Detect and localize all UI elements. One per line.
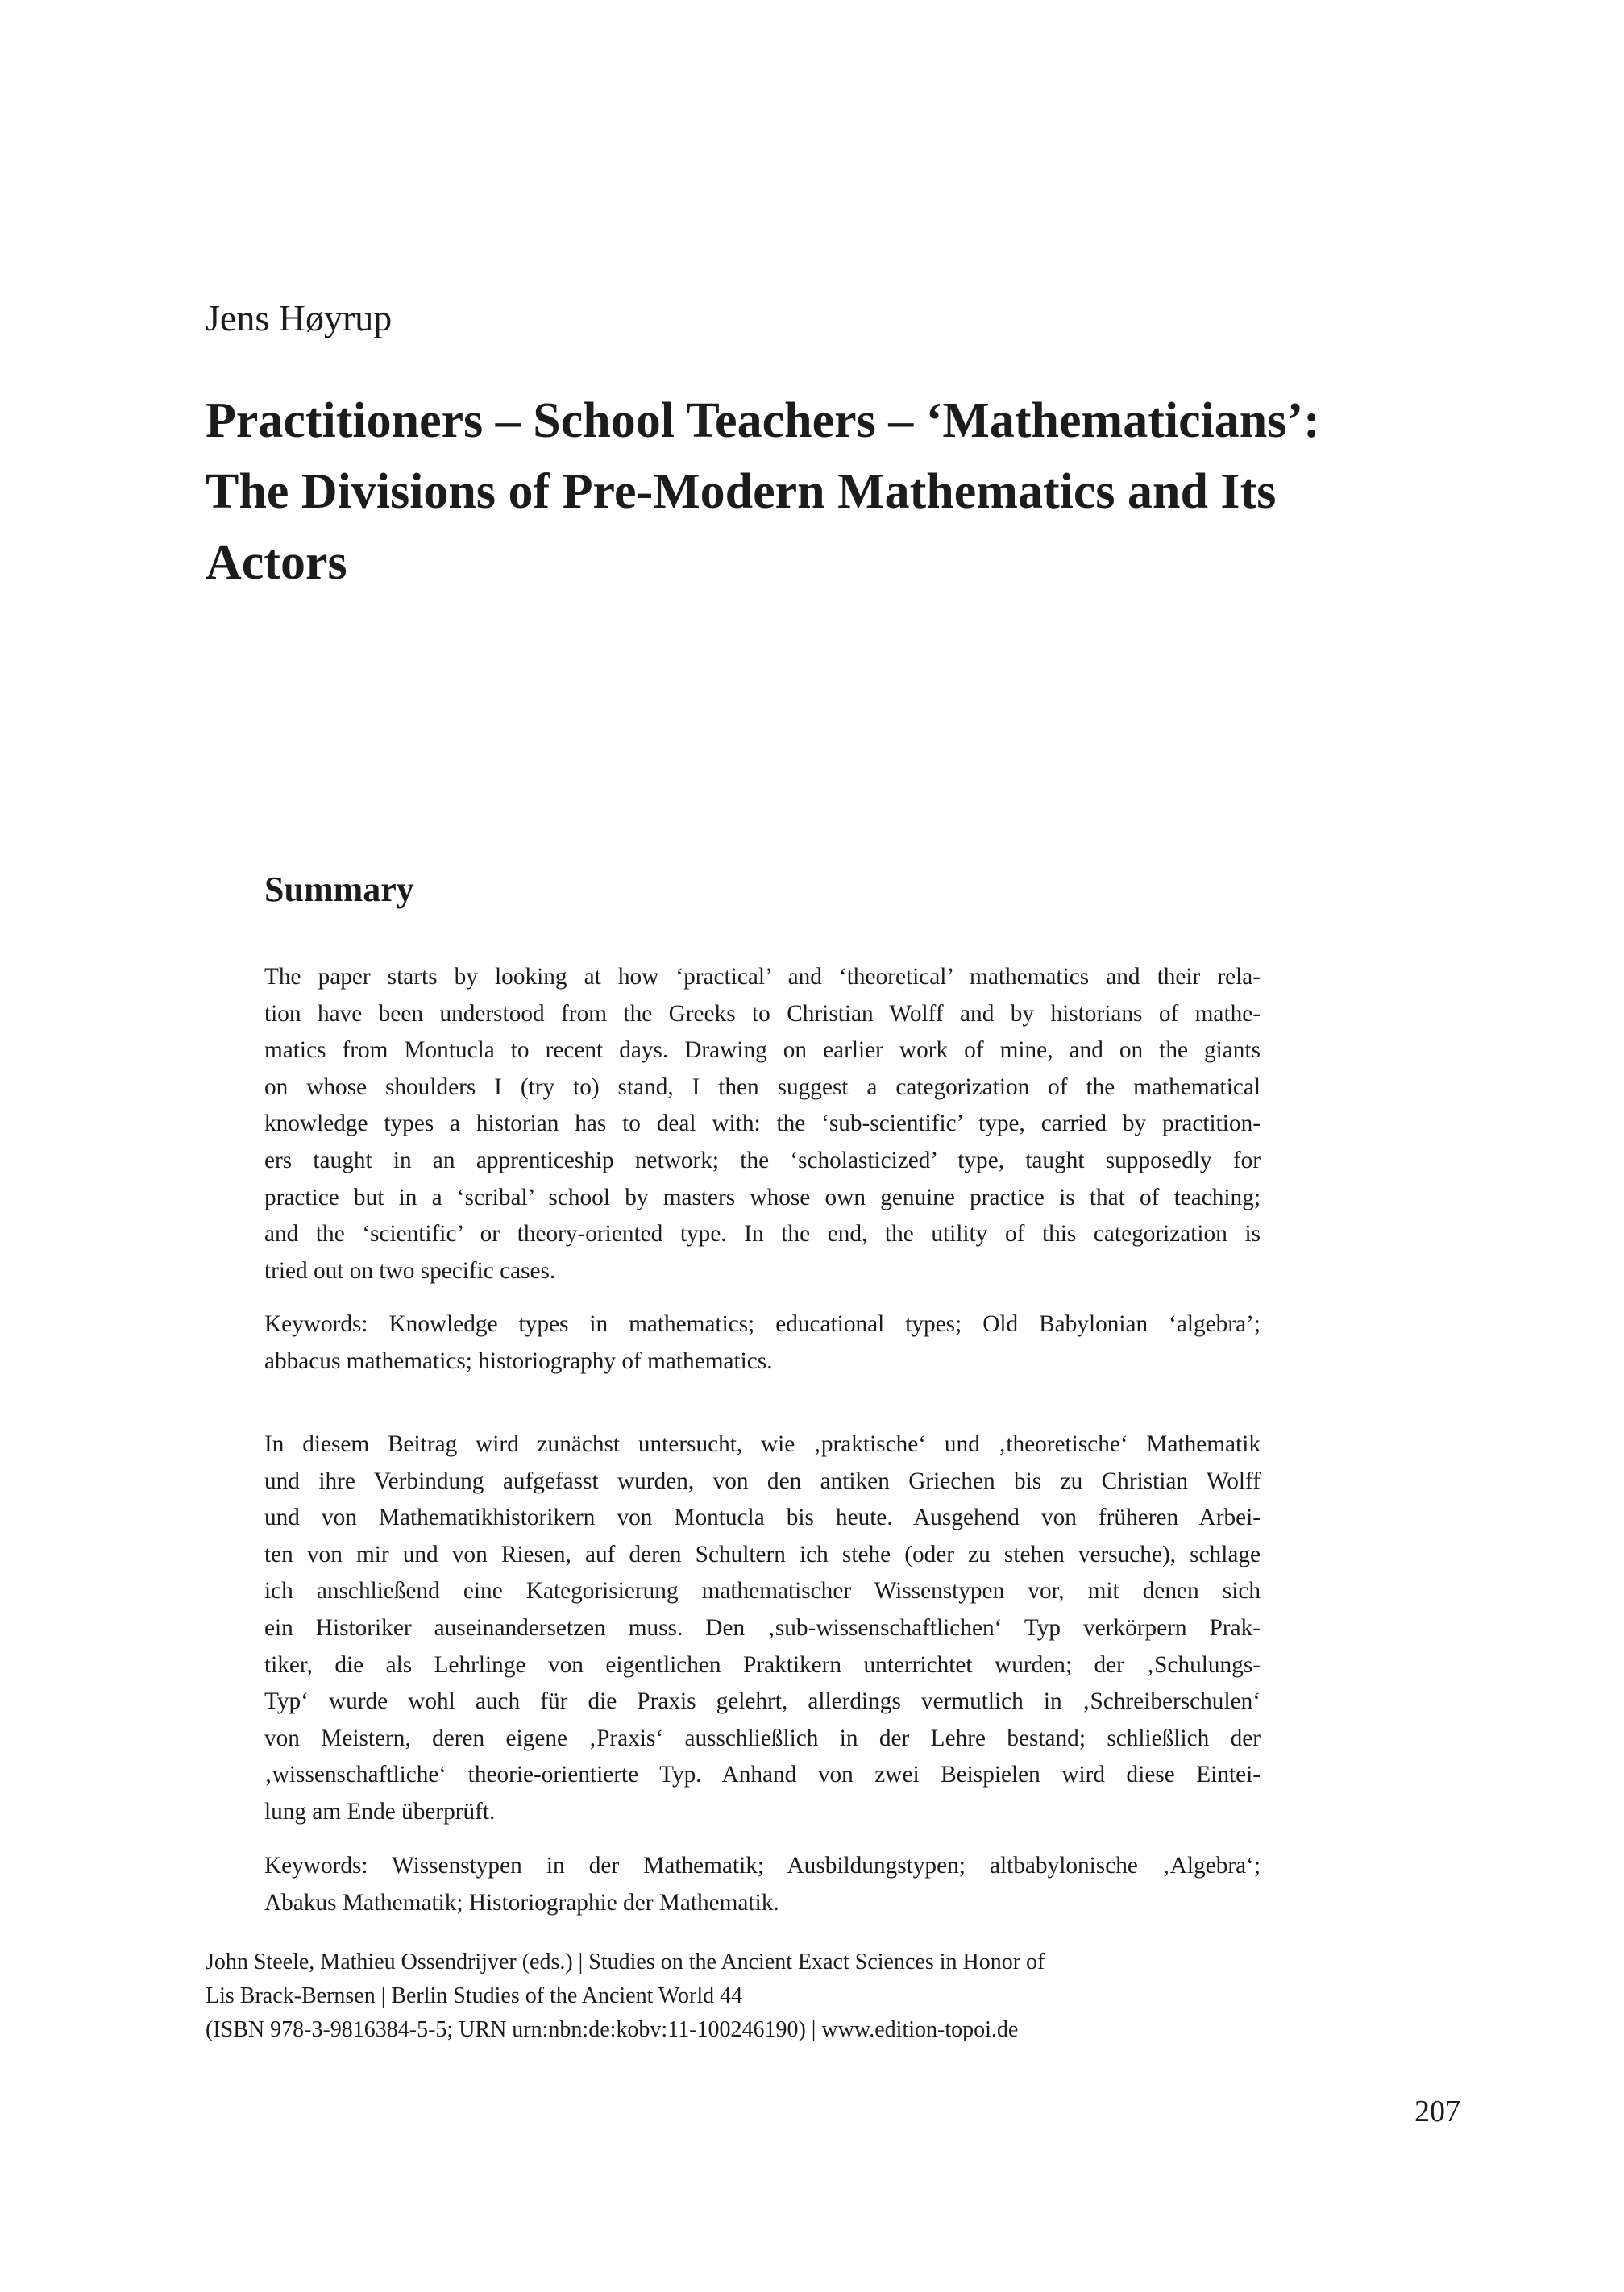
keywords-english (264, 1306, 1261, 1380)
text-line: ers taught in an apprenticeship network; the ‘scholasticized’ type, taught supposedly for (264, 1147, 1261, 1173)
summary-english (264, 959, 1261, 1289)
text-line: The paper starts by looking at how ‘practical’ and ‘theoretical’ mathematics and their rela- (264, 964, 1261, 990)
text-line: und von Mathematikhistorikern von Montucla bis heute. Ausgehend von früheren Arbei- (264, 1505, 1261, 1531)
title-line: The Divisions of Pre-Modern Mathematics and Its (206, 464, 1277, 519)
text-line: und ihre Verbindung aufgefasst wurden, von den antiken Griechen bis zu Christian Wolff (264, 1468, 1261, 1494)
text-line: matics from Montucla to recent days. Drawing on earlier work of mine, and on the giants (264, 1037, 1261, 1064)
text-line: abbacus mathematics; historiography of mathematics. (264, 1347, 773, 1374)
text-line: ich anschließend eine Kategorisierung mathematischer Wissenstypen vor, mit denen sich (264, 1578, 1261, 1605)
text-line: tion have been understood from the Greeks to Christian Wolff and by historians of mathe- (264, 1000, 1261, 1027)
author-name: Jens Høyrup (206, 297, 393, 338)
text-line: and the ‘scientific’ or theory-oriented type. In the end, the utility of this categorization is (264, 1221, 1261, 1248)
text-line: Abakus Mathematik; Historiographie der Mathematik. (264, 1889, 779, 1916)
footnote-line: John Steele, Mathieu Ossendrijver (eds.) | Studies on the Ancient Exact Sciences in Honor of (206, 1949, 1045, 1974)
paper-title (206, 385, 1350, 598)
page-number: 207 (1414, 2095, 1460, 2128)
text-line: tried out on two specific cases. (264, 1257, 556, 1284)
text-line: knowledge types a historian has to deal with: the ‘sub-scientific’ type, carried by practition- (264, 1111, 1261, 1137)
title-line: Actors (206, 535, 347, 590)
text-line: Keywords: Knowledge types in mathematics; educational types; Old Babylonian ‘algebra’; (264, 1311, 1261, 1337)
text-line: Keywords: Wissenstypen in der Mathematik; Ausbildungstypen; altbabylonische ‚Algebra‘; (264, 1853, 1261, 1879)
text-line: Typ‘ wurde wohl auch für die Praxis gelehrt, allerdings vermutlich in ‚Schreiberschulen‘ (264, 1688, 1261, 1715)
footnote-line: (ISBN 978-3-9816384-5-5; URN urn:nbn:de:kobv:11-100246190) | www.edition-topoi.de (206, 2017, 1019, 2042)
summary-heading: Summary (264, 870, 414, 909)
title-line: Practitioners – School Teachers – ‘Mathematicians’: (206, 393, 1320, 448)
text-line: tiker, die als Lehrlinge von eigentlichen Praktikern unterrichtet wurden; der ‚Schulungs- (264, 1651, 1261, 1678)
keywords-german (264, 1848, 1261, 1921)
footnote-line: Lis Brack-Bernsen | Berlin Studies of the Ancient World 44 (206, 1983, 743, 2008)
text-line: In diesem Beitrag wird zunächst untersucht, wie ‚praktische‘ und ‚theoretische‘ Mathematik (264, 1431, 1261, 1457)
text-line: lung am Ende überprüft. (264, 1798, 496, 1825)
text-line: on whose shoulders I (try to) stand, I then suggest a categorization of the mathematical (264, 1073, 1261, 1100)
summary-german (264, 1426, 1261, 1831)
text-line: practice but in a ‘scribal’ school by masters whose own genuine practice is that of teaching; (264, 1184, 1261, 1210)
text-line: ten von mir und von Riesen, auf deren Schultern ich stehe (oder zu stehen versuche), schlage (264, 1541, 1261, 1567)
text-line: ‚wissenschaftliche‘ theorie-orientierte Typ. Anhand von zwei Beispielen wird diese Eintei- (264, 1762, 1261, 1788)
publication-footnote (206, 1945, 1253, 2047)
text-line: von Meistern, deren eigene ‚Praxis‘ ausschließlich in der Lehre bestand; schließlich der (264, 1725, 1261, 1751)
text-line: ein Historiker auseinandersetzen muss. Den ‚sub-wissenschaftlichen‘ Typ verkörpern Prak- (264, 1614, 1261, 1641)
